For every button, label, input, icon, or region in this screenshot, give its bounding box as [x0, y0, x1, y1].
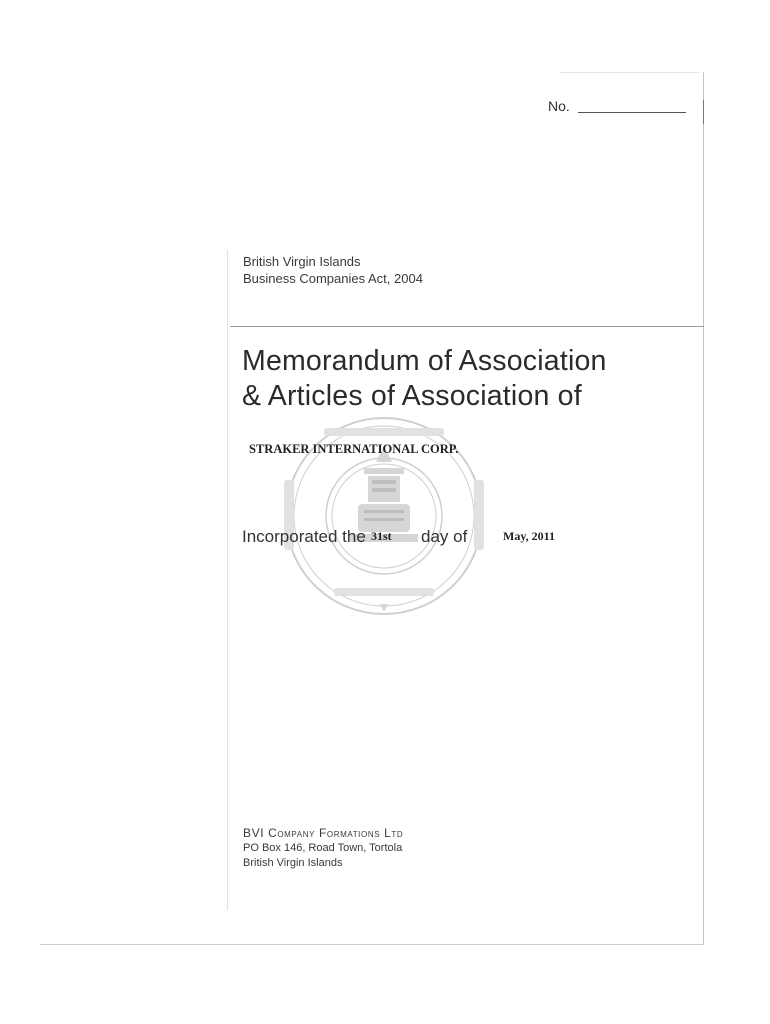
scan-edge-top [560, 72, 700, 73]
title-line-2: & Articles of Association of [242, 380, 582, 412]
scan-edge-right [703, 72, 704, 944]
document-title [242, 344, 607, 414]
incorporation-month-year: May, 2011 [503, 529, 556, 543]
jurisdiction-act: Business Companies Act, 2004 [243, 271, 423, 286]
footer-address-block [243, 826, 403, 871]
firm-country: British Virgin Islands [243, 857, 343, 869]
scan-edge-bottom [40, 944, 704, 945]
number-blank-line [578, 112, 686, 113]
jurisdiction-block [243, 253, 423, 287]
scan-edge-mark [703, 100, 704, 124]
number-label: No. [548, 98, 570, 114]
firm-address: PO Box 146, Road Town, Tortola [243, 842, 403, 854]
title-line-1: Memorandum of Association [242, 345, 607, 377]
company-name: STRAKER INTERNATIONAL CORP. [249, 442, 459, 456]
section-divider [230, 326, 704, 327]
incorporation-day: 31st [371, 529, 392, 543]
scan-edge-left [227, 250, 228, 910]
incorporation-middle: day of [421, 527, 468, 546]
jurisdiction-country: British Virgin Islands [243, 254, 361, 269]
incorporation-prefix: Incorporated the [242, 527, 366, 546]
firm-name: BVI Company Formations Ltd [243, 826, 404, 840]
